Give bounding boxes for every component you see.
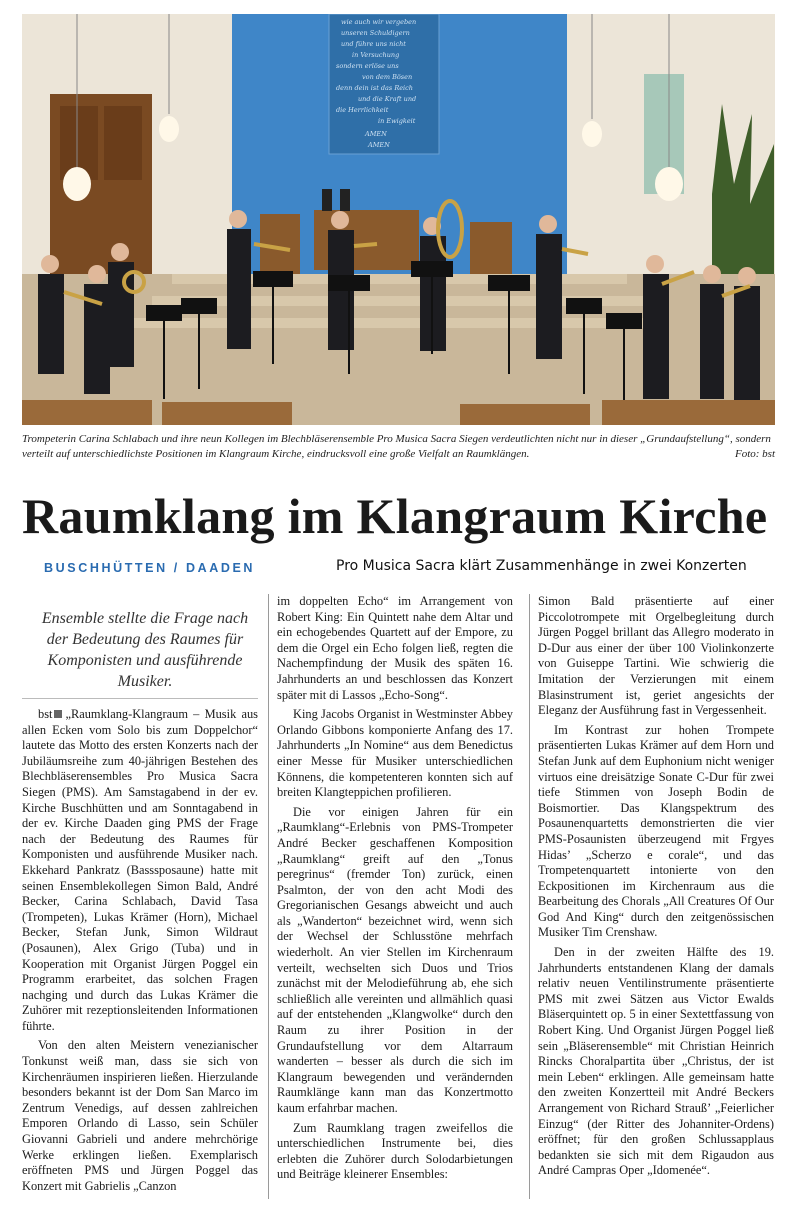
article-paragraph: Simon Bald präsentierte auf einer Piccolotrompete mit Orgelbegleitung durch Jürgen Poggel brillant das Allegro moderato in D-Dur aus einer der über 100 Violinkonzerte von Guiseppe Tartini. Wie schwierig die Imitation der Verzierungen mit einem Blasinstrument ist, geriet angesichts der Eleganz der Ausführung fast in Vergessenheit. (538, 594, 774, 718)
article-paragraph: Von den alten Meistern venezianischer Tonkunst weiß man, dass sie sich von Kirchenräumen inspirieren ließen. Hierzulande besonders bekannt ist der Dom San Marco im Zentrum Venedigs, auf dessen zahlreichen Emporen Orlando di Lasso, sein Schüler Giovanni Gabrieli und andere mehrchörige Werke erklingen ließen. Exemplarisch eröffneten PMS und Jürgen Poggel das Konzert mit Gabrielis „Canzon (22, 1038, 258, 1193)
banner-line: unseren Schuldigern (341, 29, 410, 37)
banner-line: wie auch wir vergeben (341, 18, 417, 26)
teaser-text: Ensemble stellte die Frage nach der Bedeutung des Raumes für Komponisten und ausführende Musiker. (41, 610, 249, 690)
article-paragraph: im doppelten Echo“ im Arrangement von Robert King: Ein Quintett nahe dem Altar und ein echogebendes Quartett auf der Empore, zu dem die Orgel ein Echo folgen ließ, regten die Nachempfindung der Musik des späten 16. Jahrhunderts an und beschlossen das Konzert später mit di Lassos „Echo-Song“. (277, 594, 513, 702)
article-paragraph: King Jacobs Organist in Westminster Abbey Orlando Gibbons komponierte Anfang des 17. Jahrhunderts „In Nomine“ aus dem Benedictus einer Messe für Musiker unterschiedlichen Könnens, die kompetenteren konnten sich auf breiten Klangteppichen profilieren. (277, 707, 513, 800)
column-rule (268, 594, 269, 1199)
article-paragraph (22, 707, 258, 1034)
musician (84, 265, 110, 394)
banner-line: in Versuchung (352, 51, 400, 59)
pulpit (470, 222, 512, 274)
banner-line: von dem Bösen (362, 73, 413, 81)
banner-line: und führe uns nicht (341, 40, 406, 48)
article-paragraph: Im Kontrast zur hohen Trompete präsentierten Lukas Krämer auf dem Horn und Stefan Junk auf dem Euphonium nicht weniger virtuos eine dreisätzige Sonate C-Dur für zwei tiefe Stimmen von Joseph Bodin de Boismortier. Das Klangspektrum des Posaunenquartetts demonstrierten die vier PMS-Posaunisten überzeugend mit Frgyes Hidas’ „Scherzo e corale“, und das Trompetenquartett intonierte von den Eckpositionen im Kirchenraum aus die Bearbeitung des Chorals „All Creatures Of Our God And King“ durch den zeitgenössischen Musiker Tim Crenshaw. (538, 722, 774, 940)
dateline-row (44, 558, 784, 580)
article-column-2 (277, 594, 513, 1187)
photo-credit: Foto: bst (734, 448, 775, 460)
article-paragraph: Zum Raumklang tragen zweifellos die unterschiedlichen Instrumente bei, dies erlebten die Zuhörer durch Solodarbietungen und Beiträge kleinerer Ensembles: (277, 1120, 513, 1182)
teaser-divider (22, 698, 258, 699)
banner-line: sondern erlöse uns (336, 62, 399, 70)
author-initials: bst (38, 707, 53, 721)
photo-caption (22, 432, 775, 462)
banner-line: die Herrlichkeit (336, 106, 389, 114)
square-bullet-icon (54, 710, 62, 718)
paragraph-text: „Raumklang-Klangraum – Musik aus allen Ecken vom Solo bis zum Doppelchor“ lautete das Motto des ersten Konzerts nach der Jubiläumsreihe zum 40-jährigen Bestehen des Blechbläserensembles Pro Musica Sacra Siegen (PMS). Am Samstagabend in der ev. Kirche Buschhütten und am Sonntagabend in der ev. Kirche Daaden ging PMS der Frage nach der Bedeutung des Raumes für Komponisten und ausführende Musiker nach. Ekkehard Pankratz (Basssposaune) hatte mit seinen Ensemblekollegen Simon Bald, André Becker, Carina Schlabach, David Tasa (Trompeten), Lukas Krämer (Horn), Michael Becker, Stefan Junk, Simon Wildraut (Posaunen), Alex Grigo (Tuba) und in Kooperation mit Organist Jürgen Poggel ein Programm erarbeitet, das solchen Fragen nachging und durch das Lukas Krämer die Zuhörer mit rezeptionsleitenden Informationen führte. (22, 707, 258, 1033)
location-tag: BUSCHHÜTTEN / DAADEN (44, 561, 256, 575)
article-column-1 (22, 707, 258, 1198)
banner-line: AMEN (368, 141, 390, 149)
banner-line: AMEN (365, 130, 387, 138)
church-concert-illustration (22, 14, 775, 425)
banner-line: denn dein ist das Reich (336, 84, 413, 92)
subheadline: Pro Musica Sacra klärt Zusammenhänge in zwei Konzerten (336, 558, 747, 574)
headline: Raumklang im Klangraum Kirche (22, 488, 768, 544)
caption-text: Trompeterin Carina Schlabach und ihre neun Kollegen im Blechbläserensemble Pro Musica Sacra Siegen verdeutlichten nicht nur in dieser „Grundaufstellung“, sondern verteilt auf unterschiedlichste Positionen im Klangraum Kirche, eindrucksvoll eine große Vielfalt an Raumklängen. (22, 433, 771, 460)
article-column-3 (538, 594, 774, 1183)
musician (536, 215, 562, 359)
article-paragraph: Den in der zweiten Hälfte des 19. Jahrhunderts entstandenen Klang der damals relativ neuen Ventilinstrumente präsentierte PMS mit zwei Sätzen aus Victor Ewalds Bläserquintett op. 5 in einer Sextettfassung von Robert King. Und Organist Jürgen Poggel ließ sein „Bläserensemble“ mit Christian Heinrich Rincks Choralpartita über „Christus, der ist mein Leben“ erklingen. Alle gemeinsam hatte den zweiten Konzertteil mit André Beckers Arrangement von Richard Strauß’ „Feierlicher Einzug“ (der Ritter des Johanniter-Ordens) eröffnet; für den großen Schlussapplaus bedankten sie sich mit dem Rigaudon aus André Campras Oper „Idomenée“. (538, 945, 774, 1178)
article-paragraph: Die vor einigen Jahren für ein „Raumklang“-Erlebnis von PMS-Trompeter André Becker geschaffenen Komposition „Raumklang“ greift auf den „Tonus peregrinus“ (fremder Ton) zurück, einen Psalmton, der von den acht Modi des Gregorianischen Gesangs abweicht und auch als „Wanderton“ bezeichnet wird, wenn sich der Wechsel der Schlusstöne mehrfach wiederholt. An vier Stellen im Kirchenraum verteilt, wechselten sich Duos und Trios zunächst mit der Melodieführung ab, ehe sich schließlich alle vereinten und allmählich quasi auf der entstehenden „Klangwolke“ durch den Raum zu ihrer Position in der Grundaufstellung vor dem Altarraum wanderten – besser als durch die sich im Klangraum bewegenden und verändernden Raumklänge kann man das Konzertmotto kaum erfahrbar machen. (277, 804, 513, 1115)
banner-line: und die Kraft und (358, 95, 417, 103)
banner-line: in Ewigkeit (378, 117, 416, 125)
musician (643, 255, 669, 399)
musician (700, 265, 724, 399)
column-rule (529, 594, 530, 1199)
musician (227, 210, 251, 349)
concert-photo (22, 14, 775, 425)
